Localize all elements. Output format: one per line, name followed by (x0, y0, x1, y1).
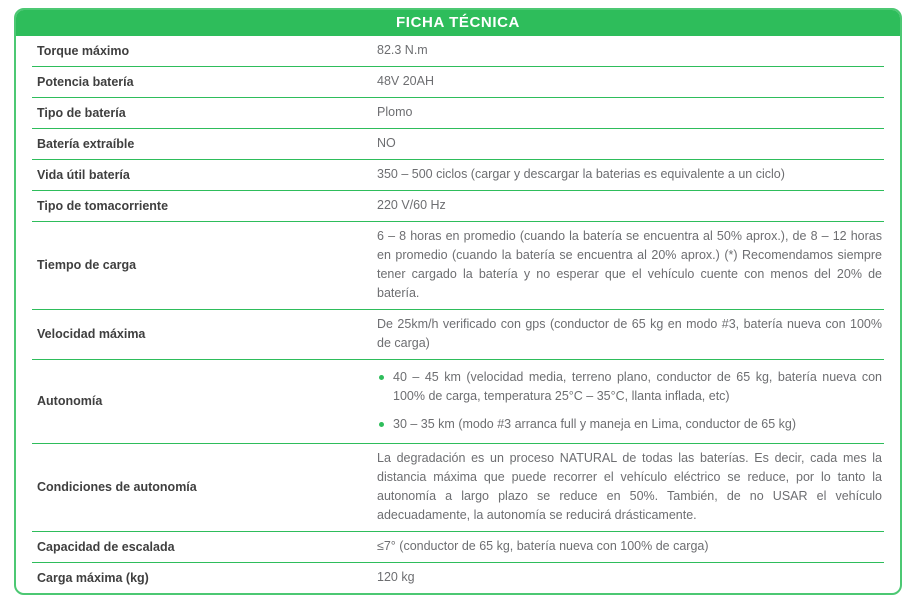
spec-row-autonomia (32, 359, 884, 443)
spec-label: Velocidad máxima (37, 327, 146, 341)
spec-label: Condiciones de autonomía (37, 480, 197, 494)
spec-label: Capacidad de escalada (37, 539, 175, 554)
spec-row-potencia-bateria (32, 66, 884, 97)
bullet-icon (379, 375, 384, 380)
spec-value: NO (377, 136, 396, 150)
spec-row-capacidad-escalada (32, 531, 884, 562)
spec-sheet-title: FICHA TÉCNICA (396, 14, 520, 31)
spec-label: Torque máximo (37, 43, 130, 58)
spec-row-carga-maxima (32, 562, 884, 593)
spec-value: La degradación es un proceso NATURAL de todas las baterías. Es decir, cada mes la distancia máxima que puede recorrer el vehículo eléctrico se reduce, por lo tanto la autonomía a largo plazo se reduce en 50%. También, de no USAR el vehículo adecuadamente, la autonomía se reducirá drásticamente. (377, 451, 882, 522)
spec-value: 82.3 N.m (377, 43, 428, 57)
bullet-icon (379, 422, 384, 427)
autonomia-bullet-list (377, 365, 882, 437)
spec-label: Carga máxima (kg) (37, 570, 149, 585)
bullet-text: 30 – 35 km (modo #3 arranca full y maneja en Lima, conductor de 65 kg) (393, 417, 796, 431)
spec-label: Autonomía (37, 394, 103, 408)
spec-row-condiciones-autonomia (32, 443, 884, 531)
spec-value: ≤7° (conductor de 65 kg, batería nueva con 100% de carga) (377, 539, 709, 553)
spec-row-velocidad-maxima (32, 309, 884, 359)
spec-label: Potencia batería (37, 74, 134, 89)
spec-label: Tipo de tomacorriente (37, 198, 169, 213)
spec-row-tipo-bateria (32, 97, 884, 128)
spec-label: Batería extraíble (37, 136, 135, 151)
spec-sheet-card (14, 8, 902, 595)
spec-value: 350 – 500 ciclos (cargar y descargar la baterias es equivalente a un ciclo) (377, 167, 785, 181)
spec-rows (16, 36, 900, 593)
spec-row-tiempo-carga (32, 221, 884, 309)
spec-value: 48V 20AH (377, 74, 434, 88)
spec-value: 120 kg (377, 570, 415, 584)
spec-row-torque (32, 36, 884, 66)
spec-value: De 25km/h verificado con gps (conductor de 65 kg en modo #3, batería nueva con 100% de carga) (377, 317, 882, 350)
spec-sheet-header (16, 10, 900, 36)
spec-value: Plomo (377, 105, 413, 119)
spec-row-bateria-extraible (32, 128, 884, 159)
spec-label: Tiempo de carga (37, 258, 137, 272)
spec-label: Tipo de batería (37, 105, 126, 120)
bullet-item (377, 368, 882, 406)
spec-value (377, 360, 884, 443)
spec-row-vida-util (32, 159, 884, 190)
spec-row-tomacorriente (32, 190, 884, 221)
spec-label: Vida útil batería (37, 167, 130, 182)
spec-value: 220 V/60 Hz (377, 198, 446, 212)
spec-value: 6 – 8 horas en promedio (cuando la batería se encuentra al 50% aprox.), de 8 – 12 horas en promedio (cuando la batería se encuentra al 20% aprox.) (*) Recomendamos siempre tener cargado la batería y no esperar que el vehículo cuente con menos del 20% de batería. (377, 229, 882, 300)
bullet-text: 40 – 45 km (velocidad media, terreno plano, conductor de 65 kg, batería nueva con 100% de carga, temperatura 25°C – 35°C, llanta inflada, etc) (393, 370, 882, 403)
bullet-item (377, 415, 882, 434)
